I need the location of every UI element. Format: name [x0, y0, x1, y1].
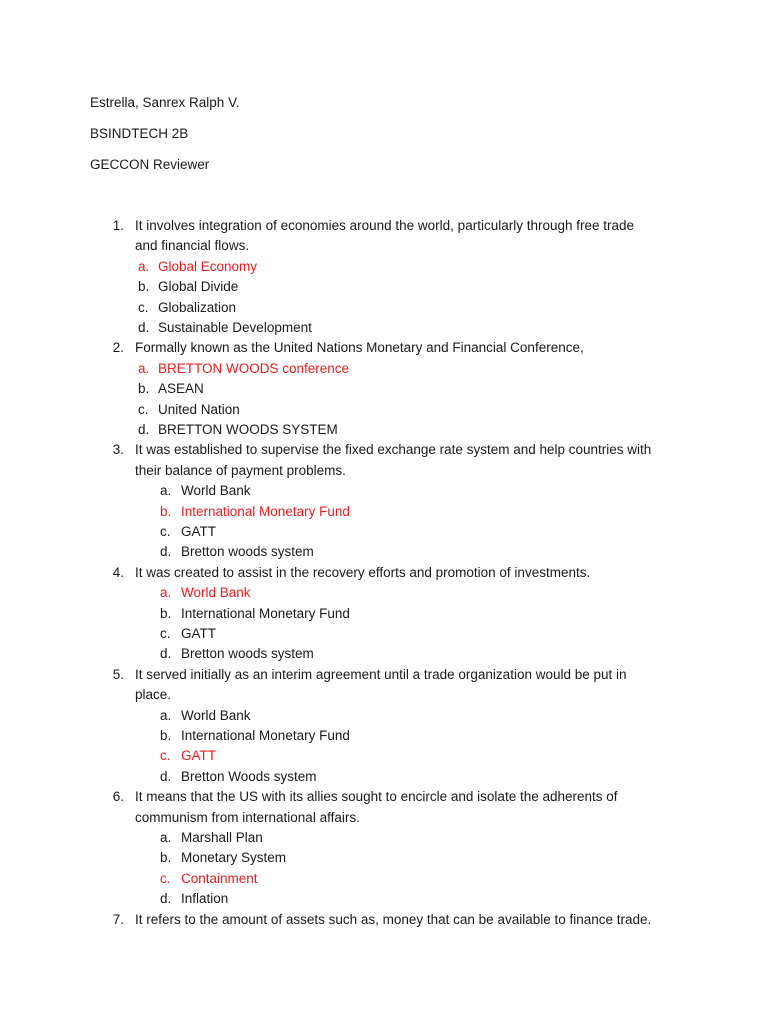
choice-text: GATT	[181, 626, 216, 641]
choice-letter: d.	[160, 646, 172, 662]
question-text: It served initially as an interim agreement until a trade organization would be put in	[135, 666, 627, 682]
question-number: 6.	[112, 789, 124, 805]
choice-text: Globalization	[158, 299, 237, 315]
choice-text: Marshall Plan	[181, 830, 263, 845]
choice-letter-correct: a.	[160, 585, 172, 601]
choice-letter-correct: c.	[160, 748, 171, 764]
choice-text: World Bank	[181, 707, 251, 723]
choice-letter: b.	[138, 279, 150, 295]
choice-letter: c.	[138, 401, 149, 417]
choice-letter: d.	[160, 891, 172, 907]
choice-text-correct: World Bank	[181, 585, 251, 601]
choice-letter: d.	[160, 768, 172, 784]
choice-text: ASEAN	[158, 381, 204, 397]
choice-letter: d.	[138, 422, 150, 437]
choice-letter-correct: b.	[160, 503, 172, 519]
question-text: It involves integration of economies around the world, particularly through free trade	[135, 218, 635, 233]
choice-letter: d.	[138, 320, 150, 335]
student-name: Estrella, Sanrex Ralph V.	[90, 95, 240, 110]
choice-text: Bretton woods system	[181, 544, 314, 560]
choice-text-correct: Global Economy	[158, 258, 258, 274]
choice-letter: d.	[160, 544, 172, 560]
choice-text: Monetary System	[181, 850, 287, 866]
choice-letter: a.	[160, 830, 172, 845]
choice-letter: c.	[160, 524, 171, 539]
choice-text: Sustainable Development	[158, 320, 312, 335]
choice-letter: b.	[138, 381, 150, 397]
choice-letter: b.	[160, 850, 172, 866]
question-text: It refers to the amount of assets such as, money that can be available to finance trade.	[135, 911, 652, 927]
choice-text-correct: Containment	[181, 870, 258, 886]
question-text: It was created to assist in the recovery efforts and promotion of investments.	[135, 564, 591, 580]
question-number: 3.	[112, 442, 124, 458]
choice-text: BRETTON WOODS SYSTEM	[158, 422, 338, 437]
question-text: It was established to supervise the fixed exchange rate system and help countries with	[135, 442, 652, 458]
choice-letter: b.	[160, 728, 172, 743]
choice-text: Bretton Woods system	[181, 768, 317, 784]
choice-letter: c.	[160, 626, 171, 641]
choice-text: United Nation	[158, 401, 240, 417]
student-section: BSINDTECH 2B	[90, 126, 189, 141]
choice-text: International Monetary Fund	[181, 728, 350, 743]
choice-text-correct: International Monetary Fund	[181, 503, 350, 519]
choice-letter: b.	[160, 605, 172, 621]
choice-text: World Bank	[181, 483, 251, 499]
choice-letter: a.	[160, 707, 172, 723]
choice-letter-correct: a.	[138, 258, 150, 274]
choice-letter-correct: c.	[160, 870, 171, 886]
choice-letter: c.	[138, 299, 149, 315]
question-text: their balance of payment problems.	[135, 462, 346, 478]
question-text: and financial flows.	[135, 238, 250, 254]
choice-text-correct: BRETTON WOODS conference	[158, 360, 350, 376]
document-title: GECCON Reviewer	[90, 157, 210, 172]
choice-letter-correct: a.	[138, 360, 150, 376]
question-number: 1.	[112, 218, 124, 233]
choice-text-correct: GATT	[181, 748, 216, 764]
choice-text: Bretton woods system	[181, 646, 314, 662]
question-number: 4.	[112, 564, 124, 580]
question-text: communism from international affairs.	[135, 809, 360, 825]
question-number: 7.	[112, 911, 124, 927]
choice-text: GATT	[181, 524, 216, 539]
question-number: 2.	[112, 340, 124, 356]
question-number: 5.	[112, 666, 124, 682]
choice-letter: a.	[160, 483, 172, 499]
choice-text: Inflation	[181, 891, 229, 907]
choice-text: International Monetary Fund	[181, 605, 350, 621]
question-text: Formally known as the United Nations Monetary and Financial Conference,	[135, 340, 584, 356]
question-text: place.	[135, 687, 172, 703]
question-text: It means that the US with its allies sought to encircle and isolate the adherents of	[135, 789, 618, 805]
choice-text: Global Divide	[158, 279, 239, 295]
